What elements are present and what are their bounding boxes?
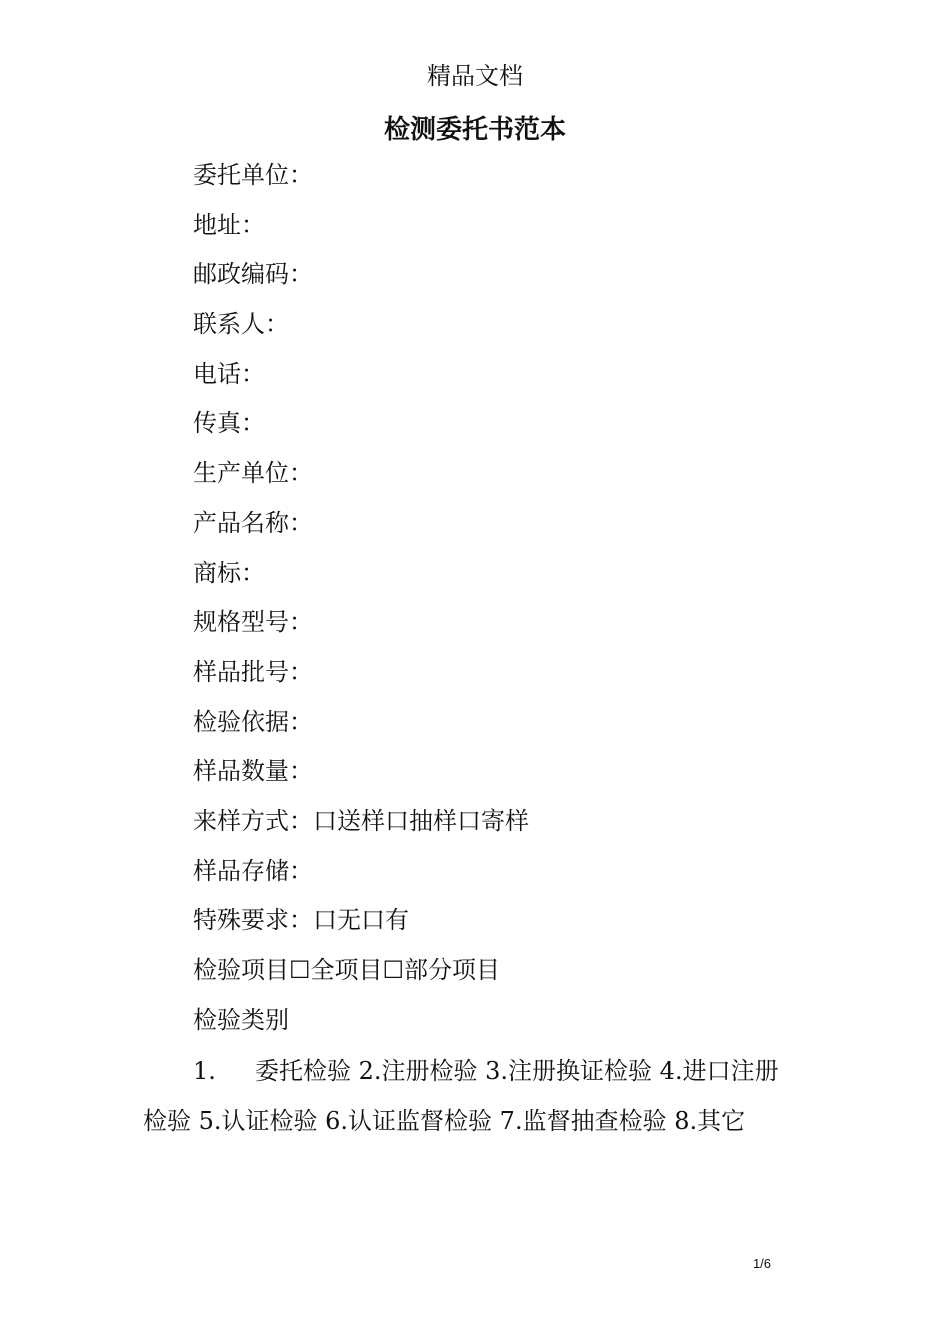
field-manufacturer: 生产单位： <box>193 459 313 488</box>
page-number: 1/6 <box>752 1256 772 1271</box>
inspection-category-line-1 <box>193 1053 873 1089</box>
page-header: 精品文档 <box>427 62 523 90</box>
field-sample-storage: 样品存储： <box>193 856 313 885</box>
field-inspection-items: 检验项目☐全项目☐部分项目 <box>193 956 501 984</box>
field-sampling-method: 来样方式：口送样口抽样口寄样 <box>193 806 529 835</box>
field-phone: 电话： <box>193 359 265 388</box>
field-sample-quantity: 样品数量： <box>193 757 313 786</box>
field-sample-batch: 样品批号： <box>193 657 313 686</box>
field-special-requirements: 特殊要求：口无口有 <box>193 906 409 935</box>
field-postal-code: 邮政编码： <box>193 260 313 289</box>
category-list-number: 1. <box>193 1057 216 1085</box>
field-product-name: 产品名称： <box>193 508 313 537</box>
field-inspection-category: 检验类别 <box>193 1005 289 1034</box>
field-fax: 传真： <box>193 409 265 438</box>
inspection-category-line-2: 检验 5.认证检验 6.认证监督检验 7.监督抽查检验 8.其它 <box>143 1107 746 1135</box>
field-address: 地址： <box>193 210 265 239</box>
category-line-1-text: 委托检验 2.注册检验 3.注册换证检验 4.进口注册 <box>255 1057 779 1085</box>
document-title: 检测委托书范本 <box>383 115 566 145</box>
form-field-list <box>193 157 529 1051</box>
field-model: 规格型号： <box>193 608 313 637</box>
field-contact-person: 联系人： <box>193 310 289 339</box>
field-client-unit: 委托单位： <box>193 161 313 189</box>
field-trademark: 商标： <box>193 558 265 587</box>
field-inspection-basis: 检验依据： <box>193 707 313 736</box>
